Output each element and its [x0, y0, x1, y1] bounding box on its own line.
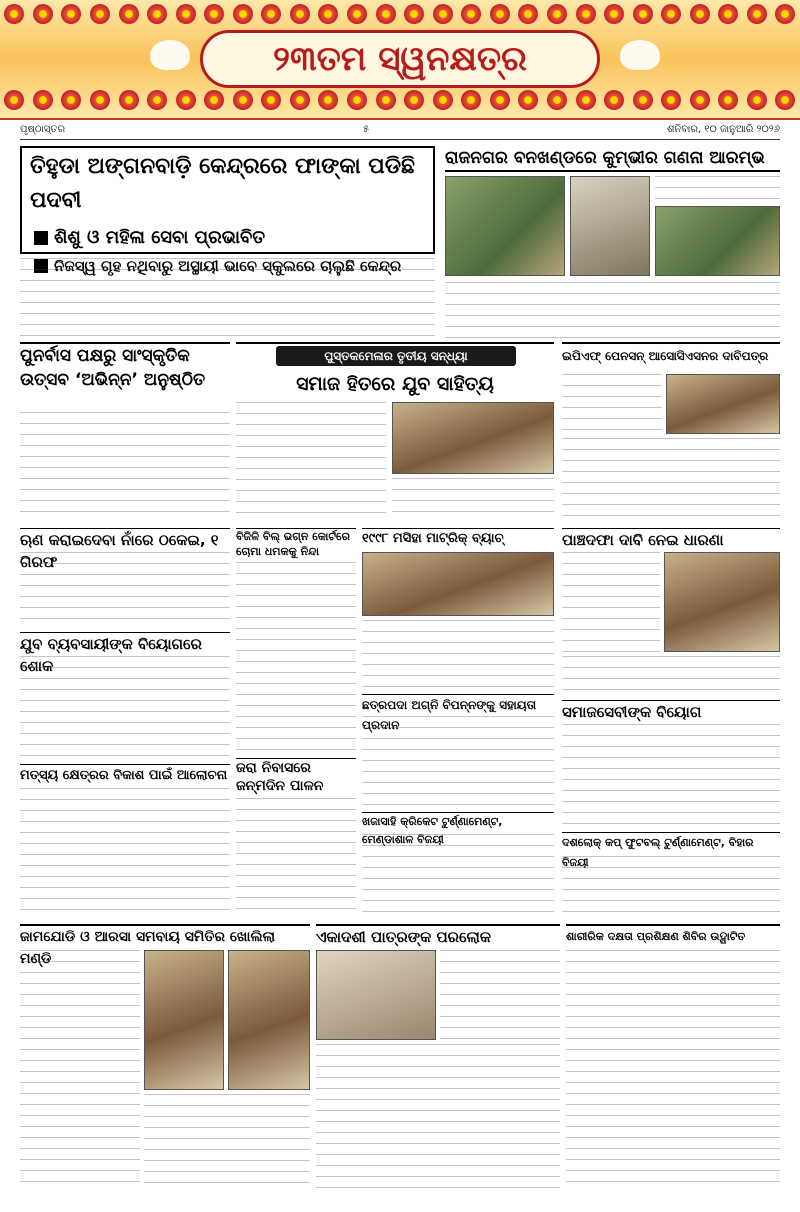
crocodile-photo-3: [655, 206, 780, 276]
fire-relief-headline: ଛତ୍ରପଦା ଅଗ୍ନି ବିପନ୍ନଙ୍କୁ ସହାୟତା ପ୍ରଦାନ: [362, 694, 554, 735]
dateline-left: ପୃଷ୍ଠାସ୍ତର: [20, 124, 66, 135]
obituary-headline: ଏକାଦଶୀ ପାତ୍ରଙ୍କ ପରଲୋକ: [316, 924, 560, 948]
birthday-headline: ଜରା ନିବାସରେ ଜନ୍ମଦିନ ପାଳନ: [236, 758, 356, 795]
loan-fraud-headline: ଋଣ କରାଇଦେବା ନାଁରେ ଠକେଇ, ୧ ଗିରଫ: [20, 528, 230, 573]
crocodile-photo-2: [570, 176, 650, 276]
football-headline: ଦଶଲୋକ୍ କପ୍ ଫୁଟବଲ୍ ଟୁର୍ଣ୍ଣାମେଣ୍ଟ, ବିହାର ବିଜୟୀ: [562, 832, 780, 873]
obituary-photo: [316, 950, 436, 1040]
page-number: ୫: [362, 124, 370, 135]
banner-title: ୨୩ତମ ସ୍ୱନକ୍ଷତ୍ର: [200, 30, 600, 88]
book-fair-photo: [392, 402, 554, 474]
fishery-headline: ମତ୍ସ୍ୟ କ୍ଷେତ୍ରର ବିକାଶ ପାଇଁ ଆଲୋଚନା: [20, 764, 230, 787]
training-camp-headline: ଶାରୀରିକ ଦକ୍ଷତା ପ୍ରଶିକ୍ଷଣ ଶିବିର ଉଦ୍ଘାଟିତ: [566, 924, 780, 948]
crocodile-headline: ରାଜନଗର ବନଖଣ୍ଡରେ କୁମ୍ଭୀର ଗଣନା ଆରମ୍ଭ: [445, 146, 780, 172]
protest-photo: [664, 552, 780, 652]
lead-body-text: [20, 258, 435, 338]
dateline: [20, 124, 780, 140]
lead-headline: ତିହୁଡା ଅଙ୍ଗନବାଡ଼ି କେନ୍ଦ୍ରରେ ଫାଙ୍କା ପଡିଛି ପଦବୀ: [30, 154, 415, 213]
lead-story: [20, 146, 435, 275]
masthead-banner: [0, 0, 800, 120]
epf-headline: ଇପିଏଫ୍ ପେନସନ୍ ଆସୋସିଏସନର ଦାବିପତ୍ର: [562, 349, 769, 363]
dove-icon: [150, 40, 190, 70]
lead-point-2: ନିଜସ୍ୱ ଗୃହ ନଥିବାରୁ ଅସ୍ଥାୟୀ ଭାବେ ସ୍କୁଲରେ ଚାଲୁଛି କେନ୍ଦ୍ର: [34, 252, 421, 280]
dateline-date: ଶନିବାର, ୧୦ ଜାନୁଆରି ୨୦୨୬: [666, 124, 780, 135]
flower-garland-top: [0, 4, 800, 28]
youth-death-headline: ଯୁବ ବ୍ୟବସାୟୀଙ୍କ ବିୟୋଗରେ ଶୋକ: [20, 632, 230, 677]
epf-story: [562, 342, 780, 372]
crocodile-photo-1: [445, 176, 565, 276]
flower-garland-bottom: [0, 90, 800, 114]
alumni-photo: [362, 552, 554, 616]
mandi-photo-2: [228, 950, 310, 1090]
alumni-headline: ୧୯୯୮ ମସିହା ମାଟ୍ରିକ୍ ବ୍ୟାଚ୍: [362, 528, 554, 569]
book-fair-headline: ସମାଜ ହିତରେ ଯୁବ ସାହିତ୍ୟ: [296, 373, 494, 395]
crocodile-story: [445, 146, 780, 338]
mandi-headline: ଜାମଯୋଡି ଓ ଆରସା ସମବାୟ ସମିତିର ଖୋଲିଲା ମଣ୍ଡି: [20, 924, 310, 970]
electricity-headline: ବିଜିଳି ବିଲ୍ ଭଗ୍ନ କୋର୍ଟରେ ଚୋମା ଧମକକୁ ନିନ୍ଦା: [236, 528, 356, 559]
cricket-headline: ଖଜାସାହି କ୍ରିକେଟ ଟୁର୍ଣ୍ଣାମେଣ୍ଟ, ମେଣ୍ଡାଶାଳ ବିଜୟୀ: [362, 812, 554, 849]
social-worker-headline: ସମାଜସେବୀଙ୍କ ବିୟୋଗ: [562, 700, 780, 723]
mandi-photo-1: [144, 950, 224, 1090]
cultural-festival-story: [20, 342, 230, 410]
lead-point-1: ଶିଶୁ ଓ ମହିଳା ସେବା ପ୍ରଭାବିତ: [34, 224, 421, 252]
protest-headline: ପାଞ୍ଚଦଫା ଦାବି ନେଇ ଧାରଣା: [562, 528, 780, 551]
cultural-festival-headline: ପୁନର୍ବାସ ପକ୍ଷରୁ ସାଂସ୍କୃତିକ ଉତ୍ସବ ‘ଅଭିନ୍ନ’ ଅନୁଷ୍ଠିତ: [20, 346, 206, 390]
book-fair-kicker: ପୁସ୍ତକମେଳାର ତୃତୀୟ ସନ୍ଧ୍ୟା: [276, 346, 516, 366]
book-fair-story: [236, 342, 554, 522]
epf-photo: [666, 374, 780, 434]
dove-icon: [620, 40, 660, 70]
